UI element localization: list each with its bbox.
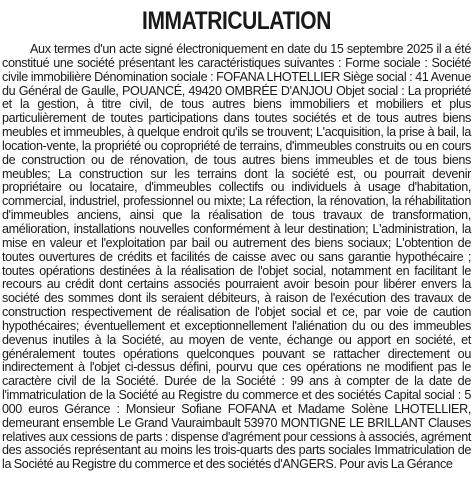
notice-body-text: Aux termes d'un acte signé électroniquement en date du 15 septembre 2025 il a été constitué une société présentant les caractéristiques suivantes : Forme sociale : Société civile immobilière Dénomination sociale : FOFANA LHOTELLIER Siège social : 41 Avenue du Général de Gaulle, POUANCÉ, 49420 OMBRÉE D'ANJOU Objet social : La propriété et la gestion, à titre civil, de tous autres biens immobiliers et mobiliers et plus particulièrement de toutes participations dans toutes sociétés et de tous autres biens meubles et immeubles, à quelque endroit qu'ils se trouvent; L'acquisition, la prise à bail, la location-vente, la propriété ou copropriété de terrains, d'immeubles construits ou en cours de construction ou de rénovation, de tous autres biens immeubles et de tous biens meubles; La construction sur les terrains dont la société est, ou pourrait devenir propriétaire ou locataire, d'immeubles collectifs ou individuels à usage d'habitation, commercial, industriel, professionnel ou mixte; La réfection, la rénovation, la réhabilitation d'immeubles anciens, ainsi que la réalisation de tous travaux de transformation, amélioration, installations nouvelles conformément à leur destination; L'administration, la mise en valeur et l'exploitation par bail ou autrement des biens sociaux; L'obtention de toutes ouvertures de crédits et facilités de caisse avec ou sans garantie hypothécaire ; toutes opérations destinées à la réalisation de l'objet social, notamment en facilitant le recours au crédit dont certains associés pourraient avoir besoin pour libérer envers la société des sommes dont ils seraient débiteurs, à raison de l'exécution des travaux de construction respectivement de réalisation de l'objet social et ce, par voie de caution hypothécaires; éventuellement et exceptionnellement l'aliénation du ou des immeubles devenus inutiles à la Société, au moyen de vente, échange ou apport en société, et généralement toutes opérations quelconques pouvant se rattacher directement ou indirectement à l'objet ci-dessus défini, pourvu que ces opérations ne modifient pas le caractère civil de la Société. Durée de la Société : 99 ans à compter de la date de l'immatriculation de la Société au Registre du commerce et des sociétés Capital social : 5 000 euros Gérance : Monsieur Sofiane FOFANA et Madame Solène LHOTELLIER, demeurant ensemble Le Grand Vauraimbault 53970 MONTIGNE LE BRILLANT Clauses relatives aux cessions de parts : dispense d'agrément pour cessions à associés, agrément des associés représentant au moins les trois-quarts des parts sociales Immatriculation de la Société au Registre du commerce et des sociétés d'ANGERS. Pour avis La Gérance xyxy=(2,42,471,472)
notice-title: IMMATRICULATION xyxy=(142,7,331,35)
